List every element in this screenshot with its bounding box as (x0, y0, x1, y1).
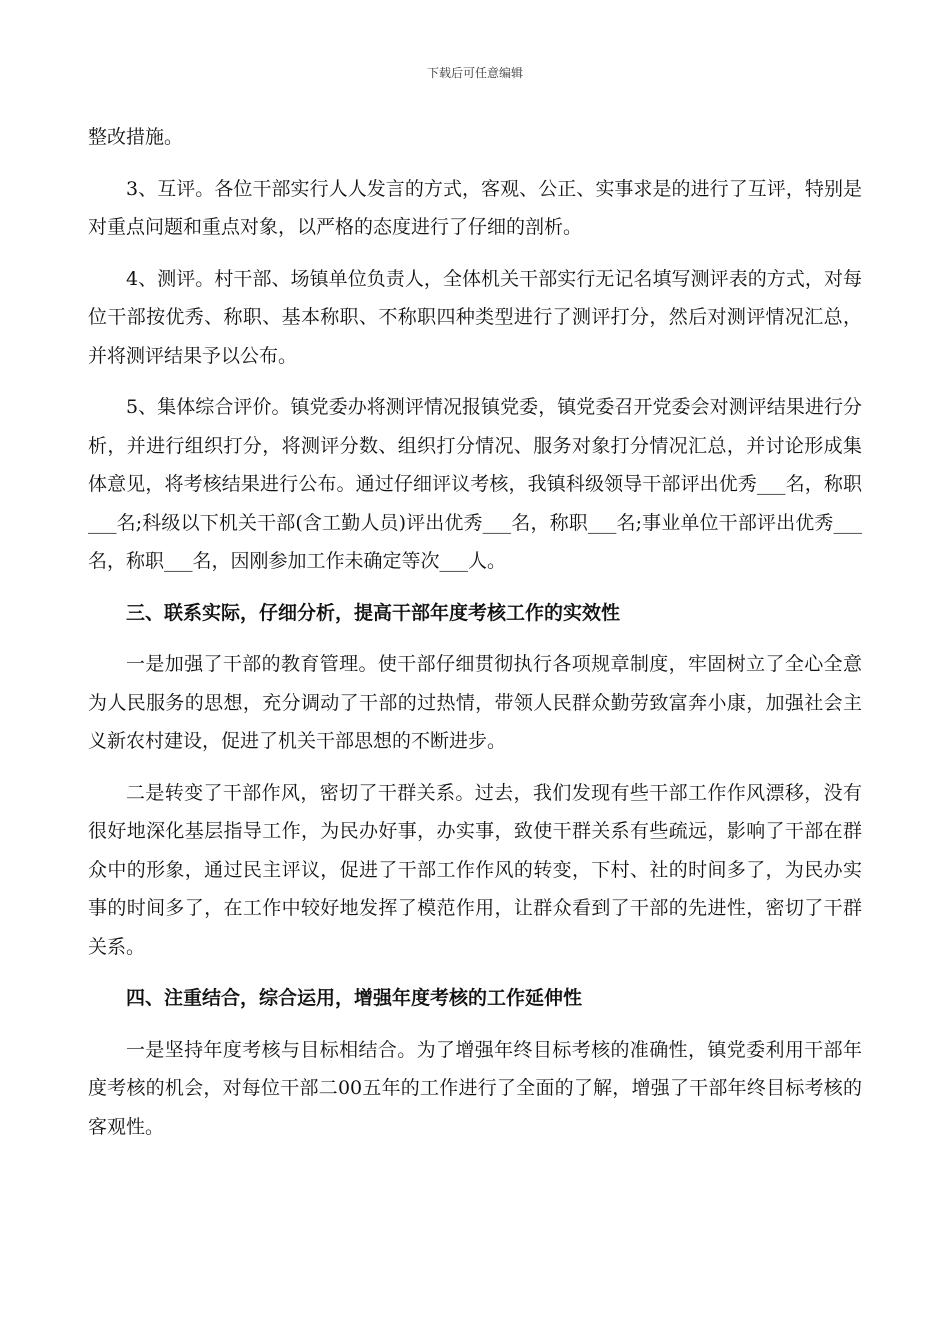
paragraph-mutual-evaluation: 3、互评。各位干部实行人人发言的方式，客观、公正、实事求是的进行了互评，特别是对重点问题和重点对象，以严格的态度进行了仔细的剖析。 (88, 177, 862, 238)
section-heading-3: 三、联系实际，仔细分析，提高干部年度考核工作的实效性 (126, 601, 621, 624)
paragraph-target-assessment: 一是坚持年度考核与目标相结合。为了增强年终目标考核的准确性，镇党委利用干部年度考核的机会，对每位干部二00五年的工作进行了全面的了解，增强了干部年终目标考核的客观性。 (88, 1038, 862, 1138)
document-body (88, 118, 862, 1159)
paragraph-assessment: 4、测评。村干部、场镇单位负责人，全体机关干部实行无记名填写测评表的方式，对每位干部按优秀、称职、基本称职、不称职四种类型进行了测评打分，然后对测评情况汇总，并将测评结果予以公布。 (88, 267, 862, 367)
section-heading-4: 四、注重结合，综合运用，增强年度考核的工作延伸性 (126, 987, 583, 1009)
paragraph-continuation: 整改措施。 (88, 126, 184, 148)
paragraph-collective-evaluation: 5、集体综合评价。镇党委办将测评情况报镇党委，镇党委召开党委会对测评结果进行分析，并进行组织打分，将测评分数、组织打分情况、服务对象打分情况汇总，并讨论形成集体意见，将考核结果进行公布。通过仔细评议考核，我镇科级领导干部评出优秀___名，称职___名;科级以下机关干部(含工勤人员)评出优秀___名，称职___名;事业单位干部评出优秀___名，称职___名，因刚参加工作未确定等次___人。 (88, 396, 862, 572)
page-header-note: 下载后可任意编辑 (426, 66, 523, 80)
paragraph-education-management: 一是加强了干部的教育管理。使干部仔细贯彻执行各项规章制度，牢固树立了全心全意为人民服务的思想，充分调动了干部的过热情，带领人民群众勤劳致富奔小康，加强社会主义新农村建设，促进了机关干部思想的不断进步。 (88, 653, 862, 752)
paragraph-work-style: 二是转变了干部作风，密切了干群关系。过去，我们发现有些干部工作作风漂移，没有很好地深化基层指导工作，为民办好事，办实事，致使干群关系有些疏远，影响了干部在群众中的形象，通过民主评议，促进了干部工作作风的转变，下村、社的时间多了，为民办实事的时间多了，在工作中较好地发挥了模范作用，让群众看到了干部的先进性，密切了干群关系。 (88, 781, 862, 958)
